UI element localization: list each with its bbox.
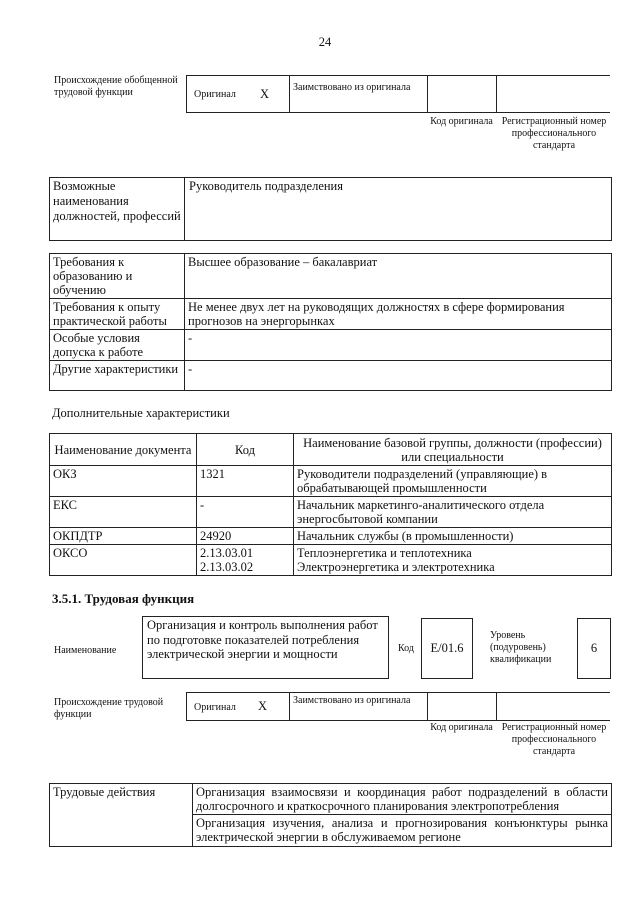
action-item: Организация изучения, анализа и прогнозирования конъюнктуры рынка электрической энергии в обслуживаемом регионе: [193, 815, 612, 847]
page-number: 24: [318, 35, 332, 49]
table-row: [50, 361, 612, 391]
code-original-label: Код оригинала: [430, 722, 493, 733]
divider: [496, 75, 497, 112]
header-name: Наименование базовой группы, должности (профессии) или специальности: [294, 434, 612, 466]
positions-label: Возможные наименования должностей, профессий: [53, 179, 181, 223]
code-cell: 1321: [197, 466, 294, 497]
divider: [186, 75, 187, 112]
positions-value: Руководитель подразделения: [189, 179, 343, 193]
divider: [496, 692, 497, 720]
divider: [184, 177, 185, 241]
origin-label: Происхождение трудовой функции: [54, 697, 164, 720]
code-line: 2.13.03.02: [200, 560, 254, 574]
reg-number-label: Регистрационный номер профессионального стандарта: [501, 116, 607, 151]
table-row: [50, 434, 612, 466]
table-row: [50, 545, 612, 576]
requirement-value: -: [185, 330, 612, 361]
header-doc: Наименование документа: [50, 434, 197, 466]
divider: [289, 692, 290, 720]
code-line: 2.13.03.01: [200, 546, 254, 560]
level-value: 6: [590, 641, 598, 655]
name-line: Электроэнергетика и электротехника: [297, 560, 495, 574]
original-label: Оригинал: [194, 702, 236, 713]
doc-cell: ЕКС: [50, 497, 197, 528]
table-row: [50, 466, 612, 497]
divider: [186, 692, 610, 693]
section-title: 3.5.1. Трудовая функция: [52, 591, 195, 606]
table-row: [50, 528, 612, 545]
additional-table: [49, 433, 612, 576]
additional-title: Дополнительные характеристики: [52, 406, 230, 420]
name-cell: Руководители подразделений (управляющие) в обрабатывающей промышленности: [294, 466, 612, 497]
table-row: [50, 784, 612, 815]
code-cell: 24920: [197, 528, 294, 545]
requirement-value: Высшее образование – бакалавриат: [185, 254, 612, 299]
divider: [186, 720, 610, 721]
actions-table: [49, 783, 612, 847]
divider: [427, 75, 428, 112]
requirement-label: Другие характеристики: [50, 361, 185, 391]
name-cell: Начальник службы (в промышленности): [294, 528, 612, 545]
requirements-table: [49, 253, 612, 391]
requirement-label: Особые условия допуска к работе: [50, 330, 185, 361]
name-cell: Начальник маркетинго-аналитического отдела энергосбытовой компании: [294, 497, 612, 528]
table-row: [50, 497, 612, 528]
divider: [186, 112, 610, 113]
name-label: Наименование: [54, 645, 117, 656]
origin-label: Происхождение обобщенной трудовой функции: [54, 75, 178, 98]
table-row: [50, 299, 612, 330]
divider: [427, 692, 428, 720]
original-mark: X: [260, 87, 270, 101]
table-row: [50, 330, 612, 361]
borrowed-label: Заимствовано из оригинала: [293, 695, 411, 706]
borrowed-label: Заимствовано из оригинала: [293, 82, 411, 93]
requirement-label: Требования к образованию и обучению: [50, 254, 185, 299]
name-cell: [294, 545, 612, 576]
code-original-label: Код оригинала: [430, 116, 493, 127]
divider: [186, 692, 187, 720]
action-item: Организация взаимосвязи и координация работ подразделений в области долгосрочного и краткосрочного планирования электропотребления: [193, 784, 612, 815]
table-row: [50, 254, 612, 299]
code-label: Код: [398, 643, 414, 654]
header-code: Код: [197, 434, 294, 466]
divider: [289, 75, 290, 112]
level-label: Уровень (подуровень) квалификации: [490, 630, 552, 665]
reg-number-label: Регистрационный номер профессионального стандарта: [501, 722, 607, 757]
doc-cell: ОКЗ: [50, 466, 197, 497]
requirement-label: Требования к опыту практической работы: [50, 299, 185, 330]
original-mark: X: [258, 699, 268, 713]
code-cell: -: [197, 497, 294, 528]
divider: [186, 75, 610, 76]
requirement-value: Не менее двух лет на руководящих должностях в сфере формирования прогнозов на энергорынках: [185, 299, 612, 330]
name-line: Теплоэнергетика и теплотехника: [297, 546, 472, 560]
function-name: Организация и контроль выполнения работ по подготовке показателей потребления электрической энергии и мощности: [147, 618, 378, 661]
doc-cell: ОКСО: [50, 545, 197, 576]
actions-label: Трудовые действия: [50, 784, 193, 847]
requirement-value: -: [185, 361, 612, 391]
code-cell: [197, 545, 294, 576]
doc-cell: ОКПДТР: [50, 528, 197, 545]
code-value: E/01.6: [430, 641, 464, 655]
original-label: Оригинал: [194, 89, 236, 100]
